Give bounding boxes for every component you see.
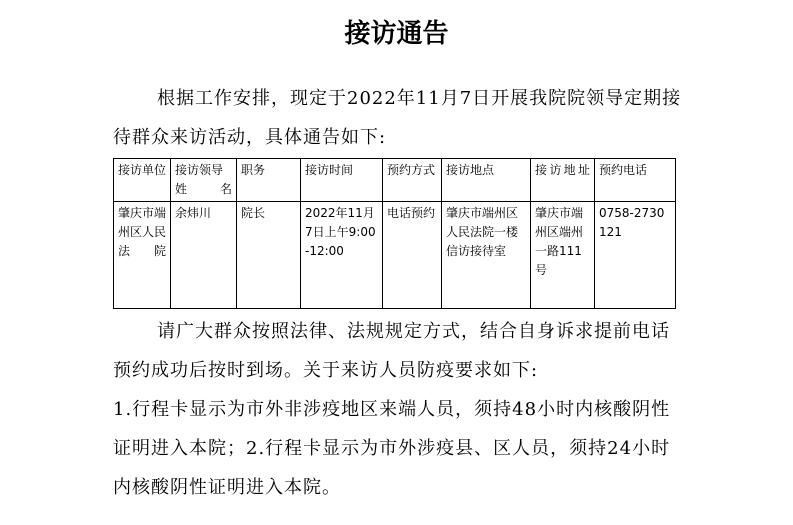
cell-reception-address: 肇庆市端州区端州一路111号 [531, 202, 595, 309]
header-reception-address: 接访地址 [531, 159, 595, 202]
header-reception-time: 接访时间 [301, 159, 383, 202]
reception-table [113, 158, 676, 309]
header-booking-phone: 预约电话 [595, 159, 676, 202]
request-paragraph: 请广大群众按照法律、法规规定方式，结合自身诉求提前电话预约成功后按时到场。关于来访人员防疫要求如下: [113, 321, 670, 381]
header-reception-unit: 接访单位 [114, 159, 171, 202]
header-reception-place: 接访地点 [442, 159, 531, 202]
epidemic-rules-paragraph: 1.行程卡显示为市外非涉疫地区来端人员，须持48小时内核酸阴性证明进入本院；2.行程卡显示为市外涉疫县、区人员，须持24小时内核酸阴性证明进入本院。 [113, 399, 671, 498]
cell-booking-method: 电话预约 [383, 202, 442, 309]
table-header-row [114, 159, 676, 202]
table-row [114, 202, 676, 309]
header-leader-name: 接访领导姓名 [171, 159, 237, 202]
cell-reception-place: 肇庆市端州区人民法院一楼信访接待室 [442, 202, 531, 309]
notice-title: 接访通告 [344, 19, 449, 49]
cell-leader-name: 余炜川 [171, 202, 237, 309]
header-position: 职务 [237, 159, 301, 202]
header-booking-method: 预约方式 [383, 159, 442, 202]
cell-booking-phone: 0758-2730121 [595, 202, 676, 309]
cell-reception-unit: 肇庆市端州区人民法院 [114, 202, 171, 309]
intro-paragraph: 根据工作安排，现定于2022年11月7日开展我院院领导定期接待群众来访活动，具体通告如下: [113, 88, 682, 148]
cell-position: 院长 [237, 202, 301, 309]
cell-reception-time: 2022年11月7日上午9:00-12:00 [301, 202, 383, 309]
